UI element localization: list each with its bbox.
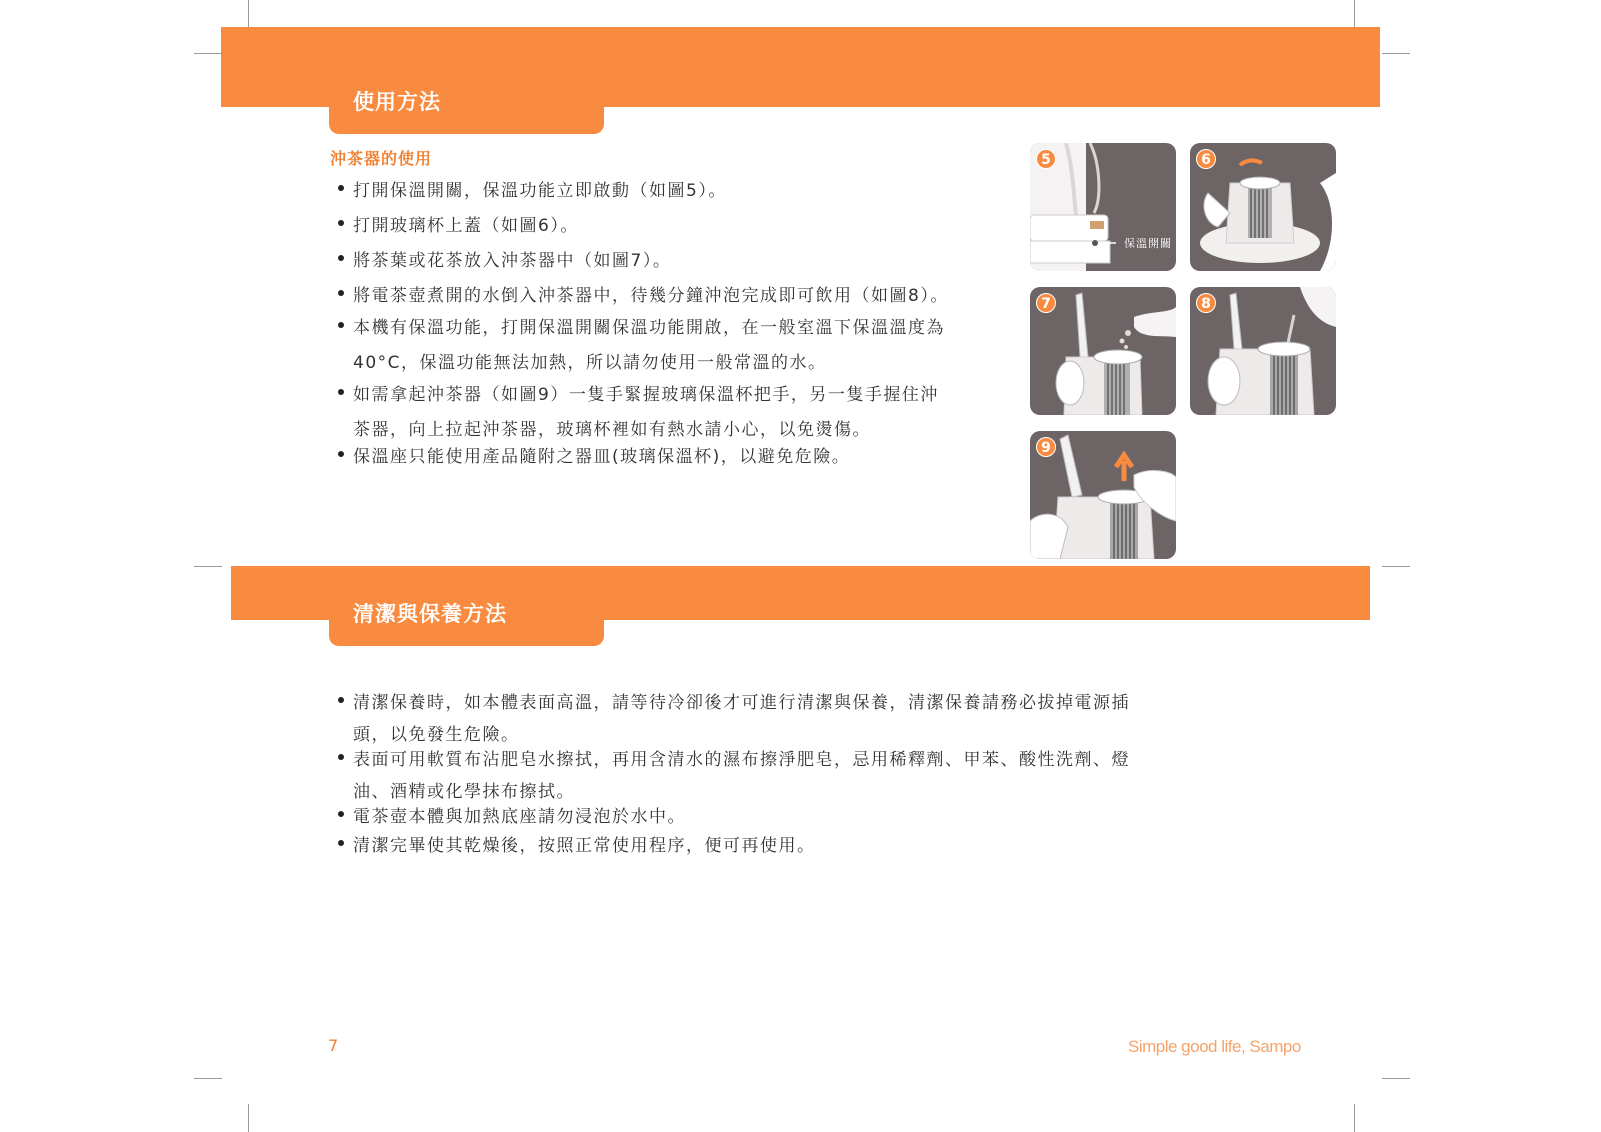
crop-mark xyxy=(248,1104,249,1132)
crop-mark xyxy=(194,53,222,54)
figure-number: 7 xyxy=(1036,293,1056,313)
crop-mark xyxy=(1354,1104,1355,1132)
crop-mark xyxy=(1382,566,1410,567)
crop-mark xyxy=(194,566,222,567)
figure-number: 9 xyxy=(1036,437,1056,457)
figure-number: 5 xyxy=(1036,149,1056,169)
figure-6-open-lid xyxy=(1190,143,1336,271)
crop-mark xyxy=(194,1078,222,1079)
crop-mark xyxy=(248,0,249,28)
figure-number: 8 xyxy=(1196,293,1216,313)
page-number: 7 xyxy=(328,1036,339,1055)
figure-number: 6 xyxy=(1196,149,1216,169)
section-title-tab xyxy=(329,80,604,134)
crop-mark xyxy=(1382,1078,1410,1079)
subsection-title: 沖茶器的使用 xyxy=(330,149,433,168)
brand-slogan: Simple good life, Sampo xyxy=(1128,1037,1301,1056)
section-title: 清潔與保養方法 xyxy=(353,602,507,626)
crop-mark xyxy=(1354,0,1355,28)
section-title-tab xyxy=(329,592,604,646)
figure-8-pour-water xyxy=(1190,287,1336,415)
figure-7-add-tea xyxy=(1030,287,1176,415)
switch-label: 保溫開關 xyxy=(1124,237,1172,250)
crop-mark xyxy=(1382,53,1410,54)
figure-5-kettle-base xyxy=(1030,143,1176,271)
figure-9-lift-infuser xyxy=(1030,431,1176,559)
section-title: 使用方法 xyxy=(353,90,441,114)
